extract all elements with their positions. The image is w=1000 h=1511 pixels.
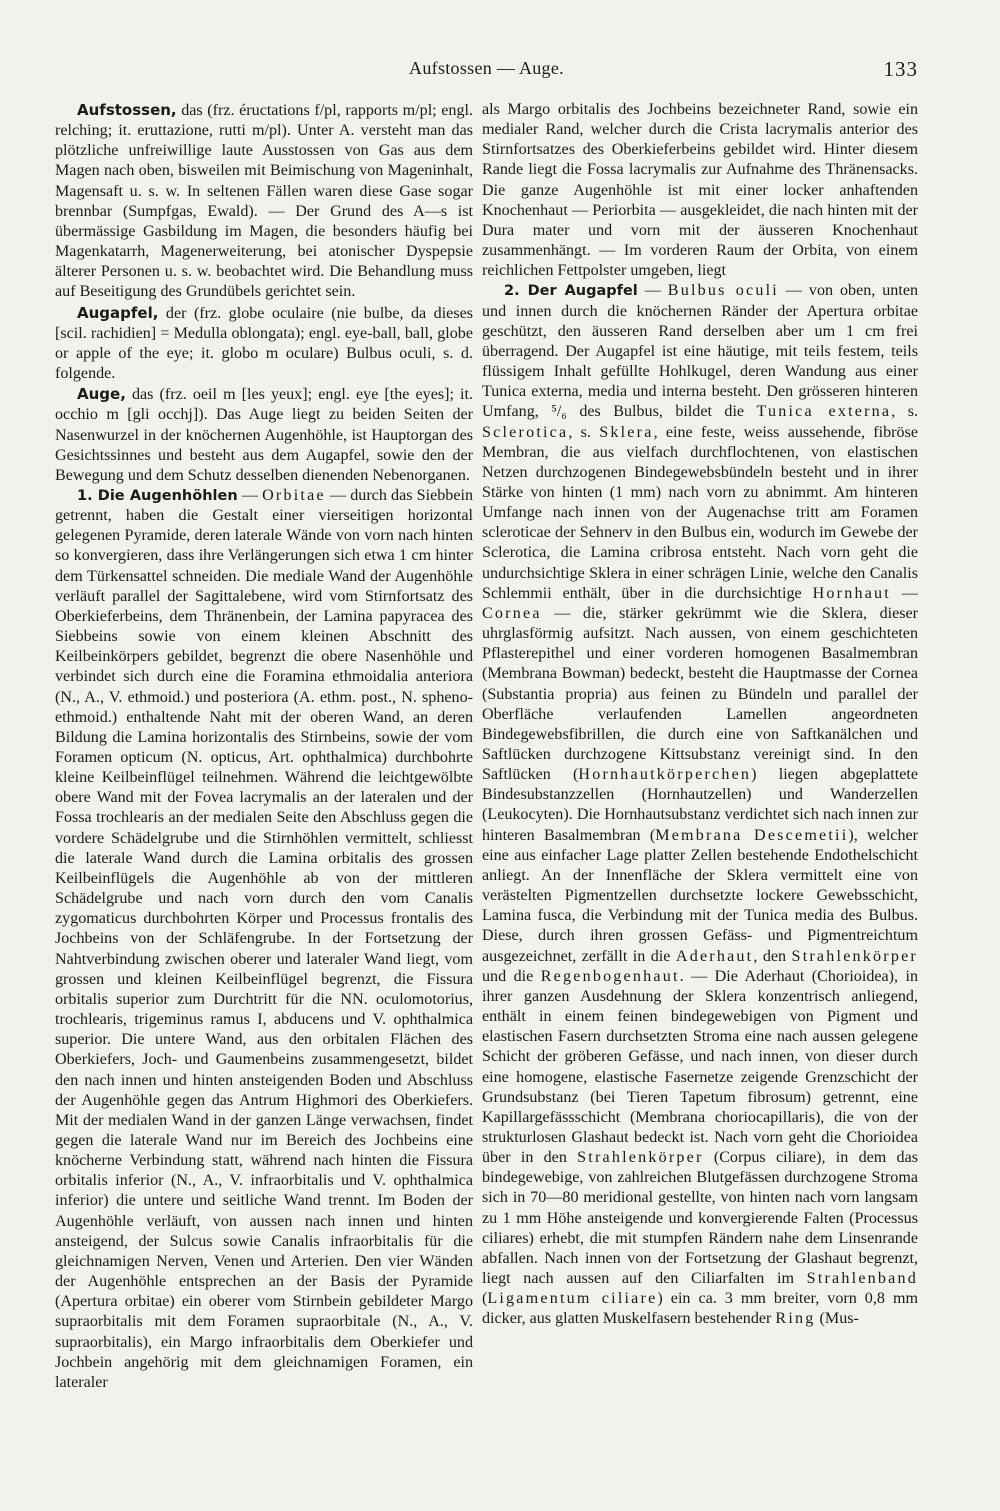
spaced-term: Strahlenkörper	[577, 1149, 704, 1167]
headword-aufstossen: Aufstossen,	[77, 101, 177, 119]
page-header	[55, 58, 918, 84]
spaced-term: Sklera	[599, 423, 654, 441]
body-text: , eine feste, weiss aussehende, fibröse Membran, die aus vielfach durchflochtenen, von elastischen Netzen durchzogenen Bindegewebsbündeln besteht und in ihrer Stärke von hinten (1 mm) nach vorn zu abnimmt. Am hinteren Umfange nach innen von der Augenachse tritt am Foramen scleroticae der Sehnerv in den Bulbus ein, wodurch im Gewebe der Sclerotica, die Lamina cribrosa entsteht. Nach vorn geht die undurchsichtige Sklera in einer schrägen Linie, welche den Canalis Schlemmii enthält, über in die durchsichtige	[482, 423, 918, 602]
body-text: , s.	[568, 423, 600, 441]
spaced-term: Tunica externa	[756, 403, 892, 421]
section-augenhoehlen	[55, 486, 473, 1393]
section-1-dash: —	[237, 486, 263, 504]
spaced-term: Ligamentum ciliare	[487, 1290, 658, 1308]
running-head: Aufstossen — Auge.	[409, 58, 564, 78]
section-1-text: — durch das Siebbein getrennt, haben die Gestalt einer vierseitigen horizontal gelegenen Pyramide, deren laterale Wände von vorn nach hinten so konvergieren, dass ihre Verlängerungen sich etwa 1 cm hinter dem Türkensattel schneiden. Die mediale Wand der Augenhöhle verläuft parallel der Sagittalebene, wird vom Stirnfortsatz des Oberkieferbeins, dem Thränenbein, der Lamina papyracea des Siebbeins sowie von einem kleinen Abschnitt des Keilbeinkörpers gebildet, begrenzt die obere Nasenhöhle und verbindet sich durch eine die Foramina ethmoidalia anteriora (N., A., V. ethmoid.) und posteriora (A. ethm. post., N. spheno-ethmoid.) enthaltende Naht mit der oberen Wand, an deren Bildung die Lamina horizontalis des Stirnbeins, sowie der vom Foramen opticum (N. opticus, Art. ophthalmica) durchbohrte kleine Keilbeinflügel teilnehmen. Während die leichtgewölbte obere Wand mit der Fovea lacrymalis an der lateralen und der Fossa trochlearis an der medialen Seite den Abschluss gegen die vordere Schädelgrube und die Stirnhöhlen vermittelt, schliesst die laterale Wand durch die Lamina orbitalis des grossen Keilbeinflügels die Augenhöhle ab von der mittleren Schädelgrube und nach vorn durch den vom Canalis zygomaticus durchbohrten Körper und Processus frontalis des Jochbeins von der Schläfengrube. In der Fortsetzung der Nahtverbindung zwischen oberer und lateraler Wand liegt, vom grossen und kleinen Keilbeinflügel begrenzt, die Fissura orbitalis superior zum Durchtritt für die NN. oculomotorius, trochlearis, trigeminus ramus I, abducens und V. ophthalmica superior. Die untere Wand, aus den orbitalen Flächen des Oberkiefers, Joch- und Gaumenbeins zusammengesetzt, bildet den nach innen und hinten ansteigenden Boden und Abschluss der Augenhöhle gegen das Antrum Highmori des Oberkiefers. Mit der medialen Wand in der ganzen Länge verwachsen, findet gegen die laterale Wand nur im Bereich des Jochbeins eine knöcherne Verbindung statt, während nach hinten die Fissura orbitalis inferior (N., A., V. infraorbitalis und V. ophthalmica inferior) die untere und seitliche Wand trennt. Im Boden der Augenhöhle verläuft, von aussen nach innen und hinten ansteigend, der Sulcus sowie Canalis infraorbitalis für die gleichnamigen Nerven, Venen und Arterien. Den vier Wänden der Augenhöhle entsprechen an der Basis der Pyramide (Apertura orbitae) ein oberer vom Stirnbein gebildeter Margo supraorbitalis mit dem Foramen supraorbitale (N., A., V. supraorbitalis), ein Margo infraorbitalis dem Oberkiefer und Jochbein angehörig mit dem gleichnamigen Foramen, ein lateraler	[55, 486, 473, 1391]
body-text: . — Die Aderhaut (Chorioidea), in ihrer ganzen Ausdehnung der Sklera konzentrisch anliegend, enthält in einem feinen bindegewebigen von Pigment und elastischen Fasern durchsetzten Stroma eine nach aussen gelegene Schicht der gröberen Gefässe, und nach innen, von dieser durch eine homogene, elastische Fasernetze zeigende Grenzschicht der Grundsubstanz (bei Tieren Tapetum fibrosum) getrennt, eine Kapillargefässschicht (Membrana choriocapillaris), die von der strukturlosen Glashaut bedeckt ist. Nach vorn geht die Chorioidea über in den	[482, 967, 919, 1167]
section-2-heading: 2. Der Augapfel	[504, 283, 638, 300]
spaced-term: Regenbogenhaut	[540, 967, 680, 985]
spaced-term: Membrana Descemetii	[655, 826, 849, 844]
body-text: ) liegen abgeplattete Bindesubstanzzellen (Hornhautzellen) und Wanderzellen (Leukocyten). Die Hornhautsubstanz verdichtet sich nach innen zur hinteren Basalmembran (	[482, 766, 918, 844]
spaced-term: Hornhautkörperchen	[578, 766, 752, 784]
entry-aufstossen-text: das (frz. éructations f/pl, rapports m/pl; engl. relching; it. eruttazione, rutti m/pl). Unter A. versteht man das plötzliche unfreiwillige laute Ausstossen von Gas aus dem Magen nach oben, bisweilen mit Beimischung von Mageninhalt, Magensaft u. s. w. In seltenen Fällen waren diese Gase sogar brennbar (Sumpfgas, Ewald). — Der Grund des A—s ist übermässige Gasbildung im Magen, die besonders häufig bei Magenkatarrh, Magenerweiterung, bei atonischer Dyspepsie älterer Personen u. s. w. beobachtet wird. Die Behandlung muss auf Beseitigung des Grundübels gerichtet sein.	[55, 102, 473, 301]
headword-augapfel: Augapfel,	[77, 303, 159, 322]
spaced-term: Strahlenband	[806, 1270, 918, 1288]
spaced-term: Cornea	[482, 604, 542, 622]
body-text: (Corpus ciliare), in dem das bindegewebige, von zahlreichen Blutgefässen durchzogene Stroma sich in 70—80 meridional gestellte, von hinten nach vorn langsam zu 1 mm Höhe ansteigende und konvergierende Falten (Processus ciliares) erhebt, die mit stumpfen Rändern nahe dem Linsenrande abfallen. Nach innen von der Fortsetzung der Glashaut begrenzt, liegt nach aussen auf den Ciliarfalten im	[482, 1149, 918, 1288]
body-text: ), welcher eine aus einfacher Lage platter Zellen bestehende Endothelschicht anliegt. An der Innenfläche der Sklera vermittelt eine von verästelten Pigmentzellen durchsetzte lockere Gewebsschicht, Lamina fusca, die Verbindung mit der Tunica media des Bulbus. Diese, durch ihren grossen Gefäss- und Pigmentreichtum ausgezeichnet, zerfällt in die	[482, 826, 918, 965]
body-text: —	[890, 584, 919, 602]
spaced-term: Aderhaut	[675, 947, 754, 965]
section-augenhoehlen-continued	[482, 100, 918, 281]
entry-augapfel-text: der (frz. globe oculaire (nie bulbe, da dieses [scil. rachidien] = Medulla oblongata); engl. eye-ball, ball, globe or apple of the eye; it. globo m oculare) Bulbus oculi, s. d. folgende.	[55, 304, 473, 383]
body-text: , s.	[891, 403, 918, 421]
body-text: , den	[753, 947, 792, 965]
body-text: (	[482, 1290, 488, 1308]
spaced-term: Ring	[775, 1310, 816, 1328]
body-text: und die	[482, 967, 541, 985]
section-2-dash: —	[637, 282, 668, 300]
body-text: ) ein ca. 3 mm breiter, vorn 0,8 mm dicker, aus glatten Muskelfasern bestehender	[482, 1290, 918, 1328]
spaced-term: Sclerotica	[482, 423, 569, 441]
section-1-heading: 1. Die Augenhöhlen	[77, 487, 238, 504]
body-text: — die, stärker gekrümmt wie die Sklera, dieser uhrglasförmig aufsitzt. Nach aussen, von einem geschichteten Pflasterepithel und einer vorderen homogenen Basalmembran (Membrana Bowman) bedeckt, besteht die Hauptmasse der Cornea (Substantia propria) aus feinen zu Bündeln und parallel der Oberfläche verlaufenden Lamellen angeordneten Bindegewebsfibrillen, die durch eine von Saftkanälchen und Saftlücken durchzogene Kittsubstanz vereinigt sind. In den Saftlücken (	[482, 604, 918, 784]
body-text: — von oben, unten und innen durch die knöchernen Ränder der Apertura orbitae geschützt, den äusseren Rand derselben aber um 1 cm frei überragend. Der Augapfel ist eine häutige, mit teils festem, teils flüssigem Inhalt gefüllte Hohlkugel, deren Wandung aus einer Tunica externa, media und interna besteht. Den grösseren hinteren Umfang, ⁵/₆ des Bulbus, bildet die	[482, 282, 919, 421]
entry-augapfel	[55, 303, 473, 385]
section-2-body	[482, 282, 918, 1327]
section-1-text-continued: als Margo orbitalis des Jochbeins bezeichneter Rand, sowie ein medialer Rand, welcher durch die Crista lacrymalis anterior des Stirnfortsatzes des Oberkieferbeins gebildet wird. Hinter diesem Rande liegt die Fossa lacrymalis zur Aufnahme des Thränensacks. Die ganze Augenhöhle ist mit einer locker anhaftenden Knochenhaut — Periorbita — ausgekleidet, die nach hinten mit der Dura mater und vorn mit der äusseren Knochenhaut zusammenhängt. — Im vorderen Raum der Orbita, von einem reichlichen Fettpolster umgeben, liegt	[482, 101, 918, 280]
section-2-term: Bulbus oculi	[667, 282, 779, 300]
body-text: (Mus-	[815, 1310, 859, 1328]
spaced-term: Hornhaut	[812, 584, 891, 602]
right-column	[482, 100, 918, 1330]
page-number: 133	[883, 57, 918, 81]
headword-auge: Auge,	[77, 385, 126, 404]
left-column	[55, 100, 473, 1393]
spaced-term: Strahlenkörper	[791, 947, 918, 965]
section-augapfel	[482, 281, 918, 1329]
entry-auge-text: das (frz. oeil m [les yeux]; engl. eye [the eyes]; it. occhio m [gli occhj]). Das Auge liegt zu beiden Seiten der Nasenwurzel in der knöchernen Augenhöhle, ist Hauptorgan des Gesichtssinnes und besteht aus dem Augapfel, sowie den der Bewegung und dem Schutz desselben dienenden Nebenorganen.	[55, 386, 473, 484]
entry-aufstossen	[55, 100, 473, 303]
entry-auge	[55, 384, 473, 486]
section-1-term: Orbitae	[262, 486, 326, 504]
